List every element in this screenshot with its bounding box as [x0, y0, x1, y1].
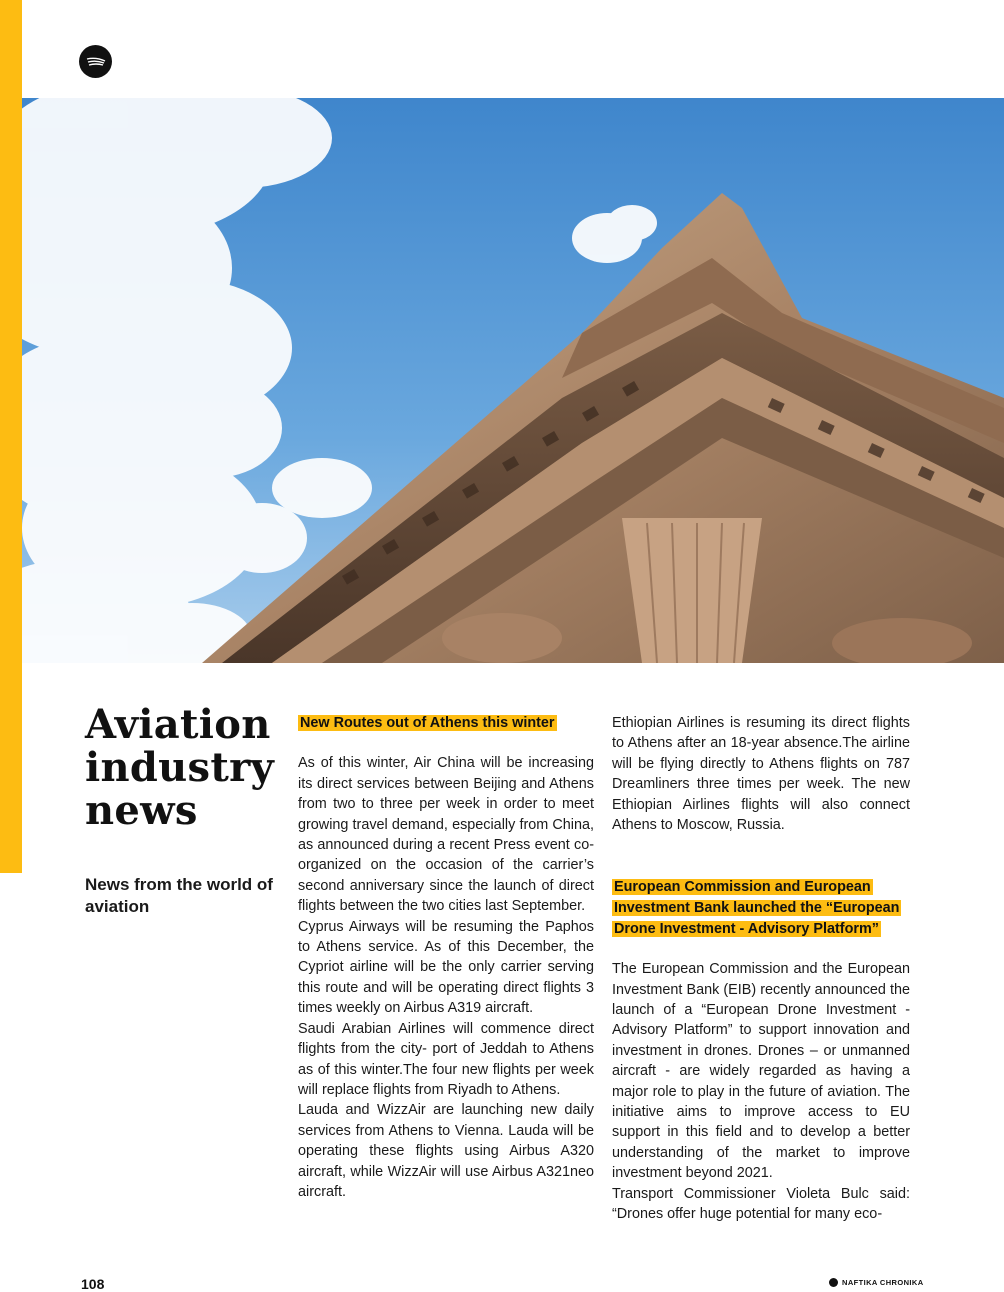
- routes-headline: [298, 713, 594, 733]
- footer-brand: [829, 1278, 924, 1287]
- page-title: Aviation industry news: [85, 701, 275, 834]
- routes-paragraph-5: Ethiopian Airlines is resuming its direct flights to Athens after an 18-year absence.The airline will be flying directly to Athens flights on 787 Dreamliners three times per week. The new Ethiopian Airlines flights will also connect Athens to Moscow, Russia.: [612, 715, 910, 834]
- brand-dot-icon: [829, 1278, 838, 1287]
- routes-headline-text: New Routes out of Athens this winter: [300, 715, 555, 731]
- wings-logo-glyph: [86, 56, 106, 68]
- page-subtitle: News from the world of aviation: [85, 875, 273, 916]
- drones-headline-text: European Commission and European Investment Bank launched the “European Drone Investment - Advisory Platform”: [614, 879, 900, 937]
- drones-paragraph-2: Transport Commissioner Violeta Bulc said: “Drones offer huge potential for many eco-: [612, 1185, 910, 1223]
- article-column-1: [298, 713, 594, 1202]
- routes-paragraph-1: As of this winter, Air China will be increasing its direct services between Beijing and Athens from two to three per week in order to meet growing travel demand, especially from China, as announced during a recent Press event co-organized on the occasion of the carrier’s second anniversary since the launch of direct flights between the two cities last September.: [298, 755, 594, 915]
- routes-paragraph-3: Saudi Arabian Airlines will commence direct flights from the city- port of Jeddah to Athens as of this winter.The four new flights per week will replace flights from Riyadh to Athens.: [298, 1020, 594, 1098]
- accent-side-bar: [0, 0, 22, 873]
- wings-logo-icon: [79, 45, 112, 78]
- footer-brand-name: NAFTIKA CHRONIKA: [842, 1278, 924, 1287]
- routes-paragraph-2: Cyprus Airways will be resuming the Paphos to Athens service. As of this December, the Cypriot airline will be the only carrier serving this route and will be operating direct flights 3 times weekly on Airbus A319 aircraft.: [298, 918, 594, 1017]
- hero-photo-parthenon: [22, 98, 1004, 663]
- article-column-2: [612, 713, 910, 1225]
- drones-headline: [612, 877, 910, 939]
- routes-paragraph-4: Lauda and WizzAir are launching new daily services from Athens to Vienna. Lauda will be operating these flights using Airbus A320 aircraft, while WizzAir will use Airbus A321neo aircraft.: [298, 1102, 594, 1200]
- page-number: 108: [81, 1276, 105, 1292]
- parthenon-illustration: [22, 98, 1004, 663]
- drones-paragraph-1: The European Commission and the European Investment Bank (EIB) recently announced the launch of a “European Drone Investment - Advisory Platform” to support innovation and investment in drones. Drones – or unmanned aircraft - are widely regarded as having a major role to play in the future of aviation. The initiative aims to improve access to EU support in this field and to develop a better understanding of the market to improve investment beyond 2021.: [612, 961, 910, 1182]
